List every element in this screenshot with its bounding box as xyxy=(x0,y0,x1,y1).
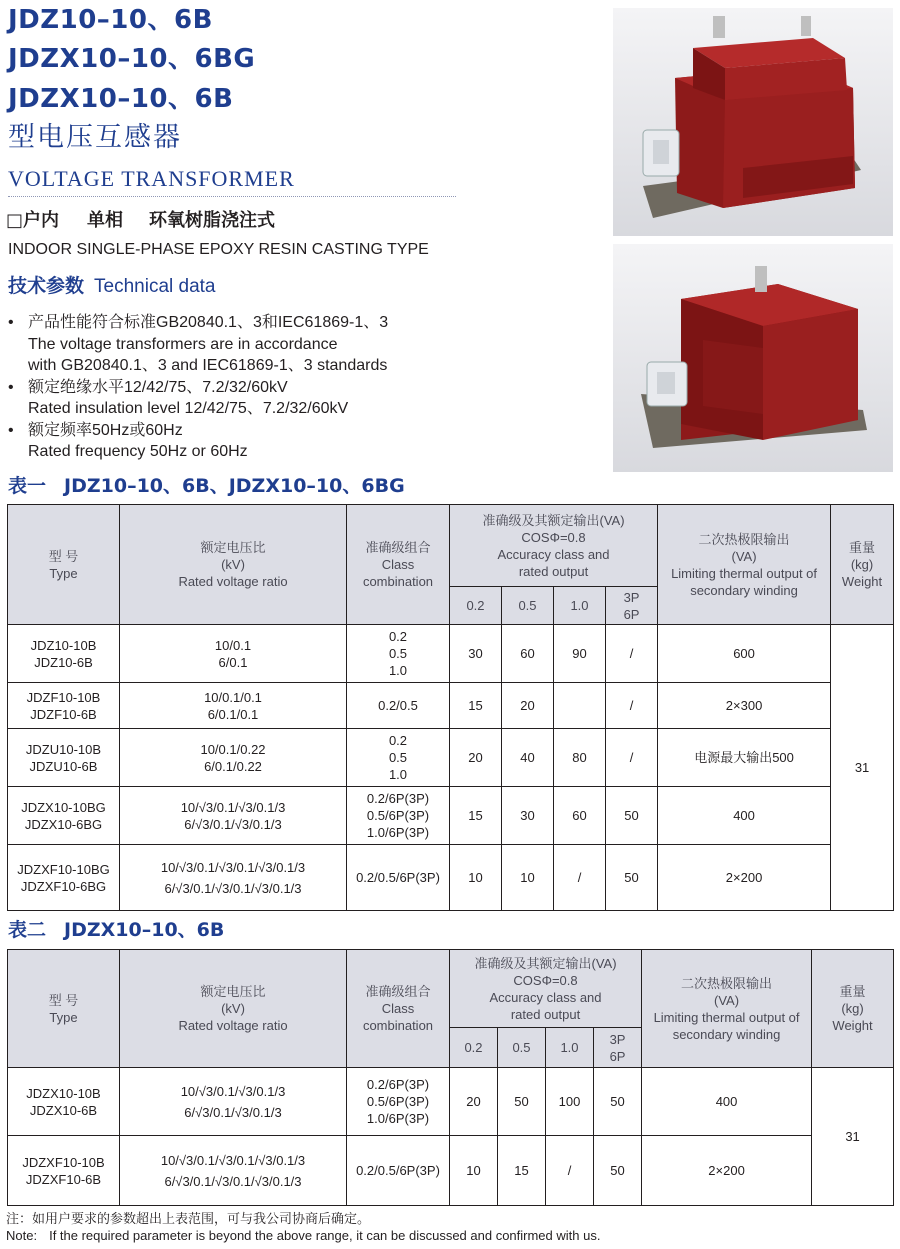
cell-02: 20 xyxy=(450,1068,498,1136)
cell-line: 额定电压比 xyxy=(200,984,266,999)
cell-line: 准确级组合 xyxy=(365,540,431,555)
table2-model: JDZX10–10、6B xyxy=(64,919,225,941)
dotted-divider xyxy=(8,196,456,197)
header-sub-10: 1.0 xyxy=(554,587,606,625)
spec-en: The voltage transformers are in accordance xyxy=(28,335,338,353)
cell-line: 0.5 xyxy=(388,646,408,661)
cell-line: 6P xyxy=(623,606,640,622)
cell-class xyxy=(347,625,450,683)
cell-line: 重量 xyxy=(839,984,866,999)
cell-10: / xyxy=(546,1136,594,1206)
cell-type xyxy=(8,683,120,729)
cell-line: 准确级及其额定输出(VA) xyxy=(482,512,625,528)
spec-en: Rated insulation level 12/42/75、7.2/32/60kV xyxy=(28,400,349,417)
cell-class xyxy=(347,787,450,845)
cell-line: Rated voltage ratio xyxy=(178,1018,288,1033)
cell-line: secondary winding xyxy=(690,582,798,598)
cell-line: Type xyxy=(49,1009,78,1025)
cell-ratio xyxy=(120,845,347,911)
cell-thermal: 电源最大输出500 xyxy=(658,729,831,787)
spec-en: with GB20840.1、3 and IEC61869-1、3 standards xyxy=(28,357,388,374)
cell-line: Limiting thermal output of xyxy=(653,1009,800,1025)
header-ratio xyxy=(120,505,347,625)
cell-line: (kV) xyxy=(221,557,245,572)
cell-05: 50 xyxy=(498,1068,546,1136)
header-sub-02: 0.2 xyxy=(450,587,502,625)
note-en xyxy=(6,1229,600,1242)
cell-line: 1.0 xyxy=(388,767,408,782)
header-sub-3p6p xyxy=(594,1028,642,1068)
cell-weight: 31 xyxy=(831,625,894,911)
cell-line: JDZXF10-6BG xyxy=(20,878,107,894)
cell-ratio xyxy=(120,729,347,787)
cell-type xyxy=(8,787,120,845)
cell-line: 6/√3/0.1/√3/0.1/√3/0.1/3 xyxy=(164,1173,302,1189)
spec-cn: 产品性能符合标准GB20840.1、3和IEC61869-1、3 xyxy=(28,314,389,331)
cell-line: rated output xyxy=(518,563,589,579)
header-ratio xyxy=(120,950,347,1068)
cell-weight: 31 xyxy=(812,1068,894,1206)
cell-line: JDZ10-10B xyxy=(30,637,97,653)
cell-3p6p: 50 xyxy=(606,787,658,845)
cell-line: secondary winding xyxy=(672,1026,781,1042)
cell-02: 10 xyxy=(450,1136,498,1206)
cell-line: JDZF10-10B xyxy=(26,689,101,705)
cell-05: 40 xyxy=(502,729,554,787)
cell-line: 10/√3/0.1/√3/0.1/3 xyxy=(180,1083,286,1099)
cell-class xyxy=(347,1136,450,1206)
cell-line: JDZF10-6B xyxy=(30,706,97,722)
cell-line: 1.0 xyxy=(388,663,408,678)
cell-ratio xyxy=(120,787,347,845)
cell-line: (VA) xyxy=(731,548,757,564)
cell-line: JDZU10-10B xyxy=(25,741,102,757)
header-class xyxy=(347,505,450,625)
product-title-line-4: 型电压互感器 xyxy=(8,122,182,153)
cell-line: 10/0.1/0.1 xyxy=(204,689,262,705)
cell-class xyxy=(347,729,450,787)
table1-caption xyxy=(8,477,405,496)
cell-line: 1.0/6P(3P) xyxy=(366,1111,430,1126)
cell-line: Accuracy class and xyxy=(489,989,602,1005)
cell-line: 准确级及其额定输出(VA) xyxy=(474,955,617,971)
cell-thermal: 2×200 xyxy=(642,1136,812,1206)
cell-line: Type xyxy=(49,565,78,581)
cell-10: / xyxy=(554,845,606,911)
cell-line: JDZ10-6B xyxy=(34,654,93,670)
cell-line: COSΦ=0.8 xyxy=(513,972,578,988)
cell-line: 型 号 xyxy=(48,548,79,564)
product-photo-1 xyxy=(613,8,893,236)
cell-line: 10/0.1 xyxy=(214,637,252,653)
cell-3p6p: / xyxy=(606,683,658,729)
cell-line: Class xyxy=(381,557,415,572)
spec-item xyxy=(8,312,388,463)
technical-heading xyxy=(8,277,215,296)
cell-type xyxy=(8,1136,120,1206)
cell-type xyxy=(8,1068,120,1136)
cell-02: 30 xyxy=(450,625,502,683)
cell-line: combination xyxy=(362,1018,434,1033)
cell-line: 0.2/0.5/6P(3P) xyxy=(356,1163,440,1178)
cell-10: 80 xyxy=(554,729,606,787)
cell-line: JDZXF10-10BG xyxy=(17,861,110,877)
spec-cn: 额定频率50Hz或60Hz xyxy=(28,421,183,439)
cell-line: 6/0.1/0.22 xyxy=(204,758,262,774)
cell-line: 0.2/0.5 xyxy=(378,698,418,713)
cell-3p6p: / xyxy=(606,625,658,683)
cell-thermal: 400 xyxy=(642,1068,812,1136)
spec-en: Rated frequency 50Hz or 60Hz xyxy=(28,443,248,460)
indoor-type-cn-part: 环氧树脂浇注式 xyxy=(149,210,276,231)
indoor-type-cn-part: □户内 xyxy=(6,210,60,231)
cell-thermal: 2×200 xyxy=(658,845,831,911)
cell-line: 6/0.1 xyxy=(218,654,248,670)
technical-heading-en: Technical data xyxy=(94,276,216,297)
cell-thermal: 2×300 xyxy=(658,683,831,729)
cell-line: Limiting thermal output of xyxy=(671,565,818,581)
header-sub-05: 0.5 xyxy=(498,1028,546,1068)
cell-thermal: 600 xyxy=(658,625,831,683)
header-type xyxy=(8,505,120,625)
cell-10: 90 xyxy=(554,625,606,683)
cell-line: 3P xyxy=(623,589,640,605)
cell-line: (VA) xyxy=(714,992,740,1008)
header-sub-02: 0.2 xyxy=(450,1028,498,1068)
cell-line: Class xyxy=(381,1001,415,1016)
cell-line: JDZXF10-6B xyxy=(25,1171,102,1187)
cell-line: JDZX10-6BG xyxy=(24,816,103,832)
cell-line: (kg) xyxy=(841,1001,864,1016)
cell-line: 1.0/6P(3P) xyxy=(366,825,430,840)
cell-02: 20 xyxy=(450,729,502,787)
subtitle-voltage-transformer: VOLTAGE TRANSFORMER xyxy=(8,166,295,191)
note-en-label: Note: xyxy=(6,1228,38,1243)
transformer-image xyxy=(613,244,893,472)
product-title-line-2: JDZX10–10、6BG xyxy=(8,44,256,74)
cell-line: 二次热极限输出 xyxy=(681,975,773,991)
table-row xyxy=(8,625,894,683)
cell-line: JDZX10-10B xyxy=(26,1085,101,1101)
cell-line: Rated voltage ratio xyxy=(178,574,288,589)
indoor-type-en: INDOOR SINGLE-PHASE EPOXY RESIN CASTING TYPE xyxy=(8,241,429,258)
cell-ratio xyxy=(120,683,347,729)
cell-line: 准确级组合 xyxy=(365,984,431,999)
header-type xyxy=(8,950,120,1068)
cell-02: 15 xyxy=(450,787,502,845)
header-thermal xyxy=(642,950,812,1068)
cell-line: 6/√3/0.1/√3/0.1/3 xyxy=(184,1104,282,1120)
cell-line: 重量 xyxy=(849,540,876,555)
cell-type xyxy=(8,845,120,911)
bullet-icon: • xyxy=(8,378,14,396)
table1-label: 表一 xyxy=(8,475,47,497)
cell-line: Weight xyxy=(841,574,883,589)
cell-10: 60 xyxy=(554,787,606,845)
cell-line: 6/0.1/0.1 xyxy=(207,706,259,722)
cell-3p6p: 50 xyxy=(594,1068,642,1136)
table-row xyxy=(8,845,894,911)
cell-line: 3P xyxy=(609,1031,626,1047)
table2-caption xyxy=(8,921,224,940)
cell-ratio xyxy=(120,625,347,683)
product-title-line-3: JDZX10–10、6B xyxy=(8,84,234,114)
cell-05: 10 xyxy=(502,845,554,911)
header-sub-10: 1.0 xyxy=(546,1028,594,1068)
table2 xyxy=(7,949,894,1206)
cell-type xyxy=(8,625,120,683)
cell-class xyxy=(347,845,450,911)
cell-10: 100 xyxy=(546,1068,594,1136)
cell-02: 10 xyxy=(450,845,502,911)
note-cn: 注：如用户要求的参数超出上表范围，可与我公司协商后确定。 xyxy=(6,1211,371,1226)
product-photo-2 xyxy=(613,244,893,472)
cell-line: combination xyxy=(362,574,434,589)
table-row xyxy=(8,683,894,729)
spec-cn: 额定绝缘水平12/42/75、7.2/32/60kV xyxy=(28,378,288,396)
technical-heading-cn: 技术参数 xyxy=(8,275,85,297)
indoor-type-cn xyxy=(6,212,275,230)
header-thermal xyxy=(658,505,831,625)
cell-line: 6P xyxy=(609,1048,626,1064)
header-class xyxy=(347,950,450,1068)
cell-line: 型 号 xyxy=(48,992,79,1008)
cell-line: 0.5/6P(3P) xyxy=(366,808,430,823)
cell-line: 0.2/0.5/6P(3P) xyxy=(356,870,440,885)
transformer-image xyxy=(613,8,893,236)
product-title-line-1: JDZ10–10、6B xyxy=(8,5,213,35)
cell-3p6p: 50 xyxy=(594,1136,642,1206)
cell-line: 10/√3/0.1/√3/0.1/√3/0.1/3 xyxy=(160,1152,306,1168)
cell-line: COSΦ=0.8 xyxy=(521,529,586,545)
cell-line: 0.5 xyxy=(388,750,408,765)
table-row xyxy=(8,1136,894,1206)
cell-line: rated output xyxy=(510,1006,581,1022)
cell-class xyxy=(347,1068,450,1136)
note-en-text: If the required parameter is beyond the above range, it can be discussed and confirmed with us. xyxy=(49,1228,601,1243)
header-sub-3p6p xyxy=(606,587,658,625)
cell-02: 15 xyxy=(450,683,502,729)
cell-3p6p: / xyxy=(606,729,658,787)
cell-line: JDZX10-6B xyxy=(29,1102,98,1118)
table1-model: JDZ10–10、6B、JDZX10–10、6BG xyxy=(64,475,405,497)
cell-ratio xyxy=(120,1068,347,1136)
bullet-icon: • xyxy=(8,421,14,439)
cell-line: 10/√3/0.1/√3/0.1/3 xyxy=(180,799,286,815)
cell-type xyxy=(8,729,120,787)
bullet-icon: • xyxy=(8,314,14,331)
indoor-type-cn-part: 单相 xyxy=(87,210,124,231)
cell-line: Weight xyxy=(832,1018,873,1033)
table1 xyxy=(7,504,894,911)
cell-line: 0.2/6P(3P) xyxy=(366,791,430,806)
header-accuracy xyxy=(450,505,658,587)
table-row xyxy=(8,787,894,845)
cell-line: 0.2/6P(3P) xyxy=(366,1077,430,1092)
cell-line: (kV) xyxy=(221,1001,245,1016)
header-weight xyxy=(831,505,894,625)
cell-line: 0.2 xyxy=(388,733,408,748)
cell-05: 60 xyxy=(502,625,554,683)
cell-thermal: 400 xyxy=(658,787,831,845)
header-weight xyxy=(812,950,894,1068)
header-sub-05: 0.5 xyxy=(502,587,554,625)
cell-line: JDZXF10-10B xyxy=(22,1154,105,1170)
cell-line: 10/0.1/0.22 xyxy=(200,741,266,757)
cell-line: Accuracy class and xyxy=(497,546,610,562)
cell-line: 二次热极限输出 xyxy=(698,531,790,547)
cell-line: 0.5/6P(3P) xyxy=(366,1094,430,1109)
cell-10 xyxy=(554,683,606,729)
table-row xyxy=(8,1068,894,1136)
cell-line: 6/√3/0.1/√3/0.1/3 xyxy=(184,816,282,832)
cell-05: 20 xyxy=(502,683,554,729)
cell-line: 6/√3/0.1/√3/0.1/√3/0.1/3 xyxy=(164,880,302,896)
cell-line: 10/√3/0.1/√3/0.1/√3/0.1/3 xyxy=(160,859,306,875)
table2-label: 表二 xyxy=(8,919,47,941)
cell-line: (kg) xyxy=(850,557,874,572)
cell-line: 0.2 xyxy=(388,629,408,644)
cell-line: JDZX10-10BG xyxy=(21,799,106,815)
cell-line: JDZU10-6B xyxy=(29,758,98,774)
cell-05: 15 xyxy=(498,1136,546,1206)
header-accuracy xyxy=(450,950,642,1028)
cell-line: 额定电压比 xyxy=(200,540,266,555)
cell-ratio xyxy=(120,1136,347,1206)
cell-class xyxy=(347,683,450,729)
cell-05: 30 xyxy=(502,787,554,845)
table-row xyxy=(8,729,894,787)
cell-3p6p: 50 xyxy=(606,845,658,911)
